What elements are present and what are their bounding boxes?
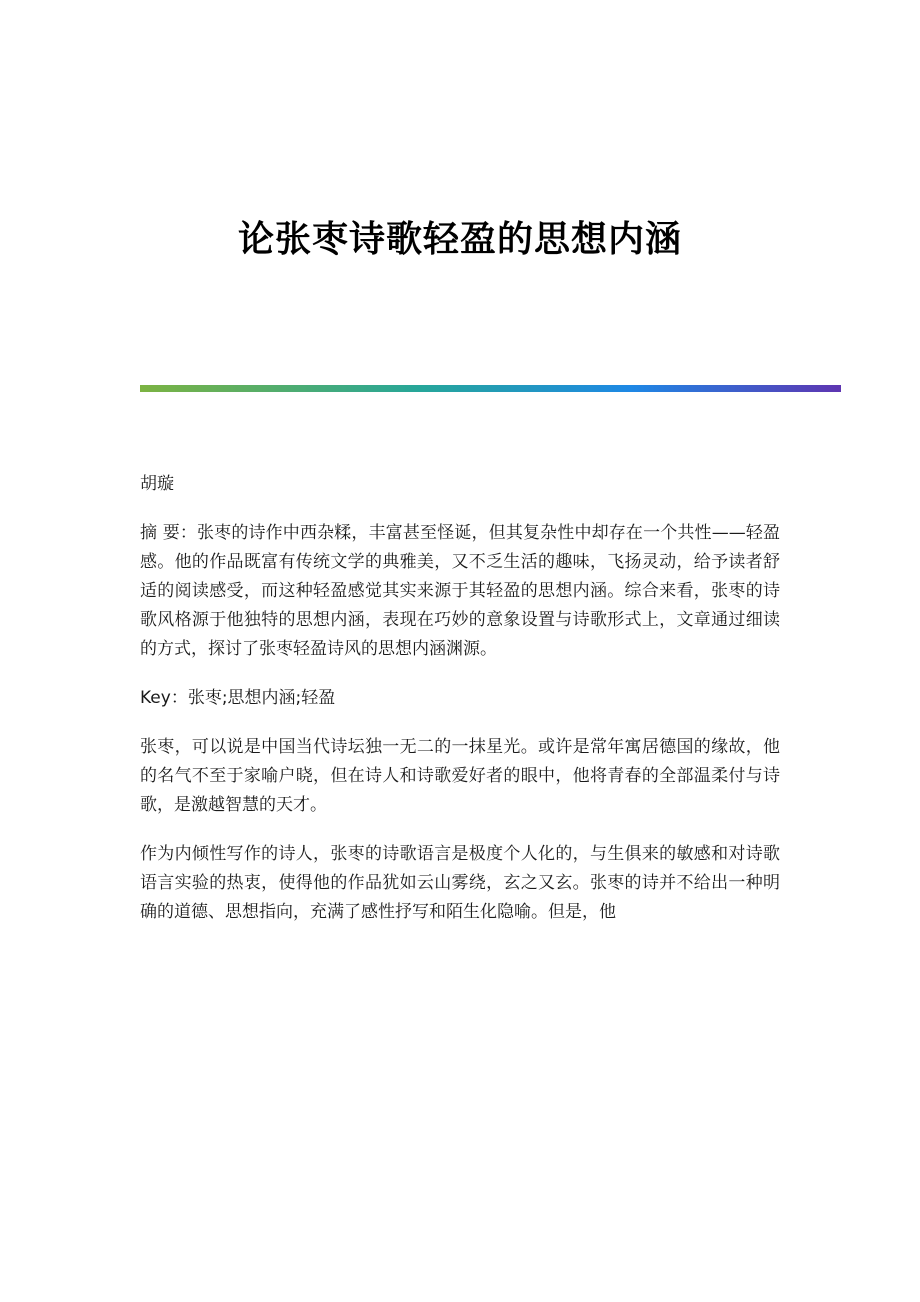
author-name: 胡璇: [140, 474, 174, 494]
body-paragraph: 作为内倾性写作的诗人，张枣的诗歌语言是极度个人化的，与生俱来的敏感和对诗歌语言实验的热衷，使得他的作品犹如云山雾绕，玄之又玄。张枣的诗并不给出一种明确的道德、思想指向，充满了感性抒写和陌生化隐喻。但是，他: [140, 844, 780, 922]
keywords-label: Key：: [140, 688, 188, 708]
document-title: 论张枣诗歌轻盈的思想内涵: [237, 218, 682, 260]
document-body: [140, 470, 780, 927]
abstract-paragraph: [140, 519, 780, 664]
title-divider-rule: [140, 385, 841, 392]
keywords-text: 张枣;思想内涵;轻盈: [187, 688, 336, 708]
abstract-label: 摘 要：: [140, 523, 198, 543]
body-paragraph: 张枣，可以说是中国当代诗坛独一无二的一抹星光。或许是常年寓居德国的缘故，他的名气不至于家喻户晓，但在诗人和诗歌爱好者的眼中，他将青春的全部温柔付与诗歌，是激越智慧的天才。: [140, 737, 780, 815]
abstract-text: 张枣的诗作中西杂糅，丰富甚至怪诞，但其复杂性中却存在一个共性——轻盈感。他的作品既富有传统文学的典雅美，又不乏生活的趣味，飞扬灵动，给予读者舒适的阅读感受，而这种轻盈感觉其实来源于其轻盈的思想内涵。综合来看，张枣的诗歌风格源于他独特的思想内涵，表现在巧妙的意象设置与诗歌形式上，文章通过细读的方式，探讨了张枣轻盈诗风的思想内涵渊源。: [140, 523, 781, 659]
keywords-paragraph: [140, 684, 780, 713]
